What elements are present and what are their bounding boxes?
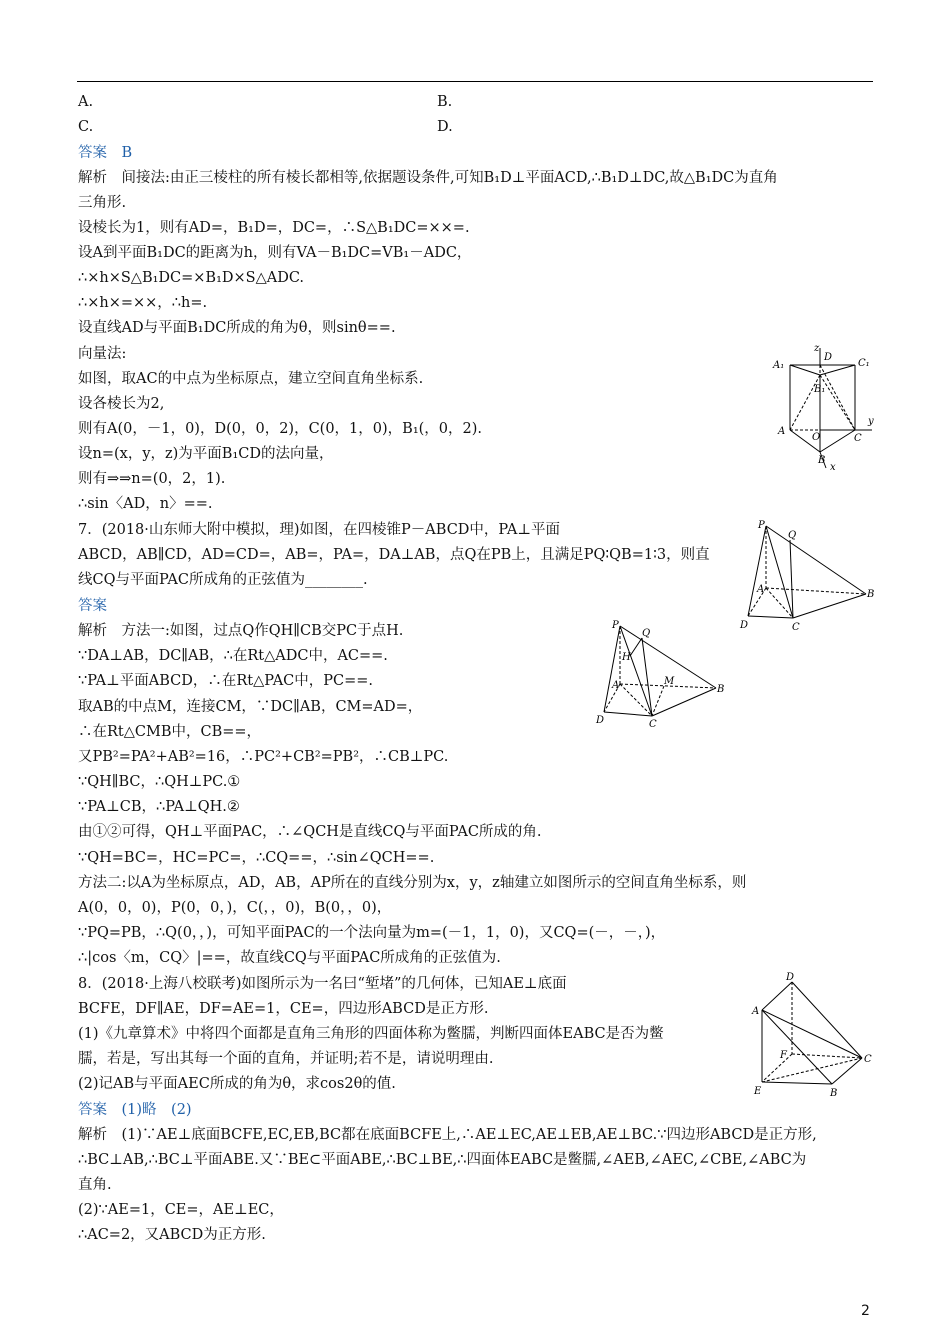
text-line: 由①②可得，QH⊥平面PAC，∴∠QCH是直线CQ与平面PAC所成的角. xyxy=(78,824,542,840)
label-B: B xyxy=(830,1088,838,1098)
question-7-line: 线CQ与平面PAC所成角的正弦值为________. xyxy=(78,572,368,588)
label-z: z xyxy=(814,343,820,354)
label-Q: Q xyxy=(788,530,797,541)
label-D: D xyxy=(740,620,749,631)
label-E: E xyxy=(754,1086,762,1097)
text-line: 设各棱长为2, xyxy=(78,396,165,412)
label-y: y xyxy=(868,416,874,427)
text-line: 设棱长为1，则有AD=，B₁D=，DC=，∴S△B₁DC=××=. xyxy=(78,220,470,236)
option-c: C. xyxy=(78,119,94,135)
text-line: 又PB²=PA²+AB²=16，∴PC²+CB²=PB²，∴CB⊥PC. xyxy=(78,749,449,765)
label-P: P xyxy=(612,620,619,631)
label-B1: B₁ xyxy=(814,384,826,395)
prism-figure xyxy=(768,340,880,475)
label-B: B xyxy=(818,455,826,466)
text-line: ∵DA⊥AB，DC∥AB，∴在Rt△ADC中，AC==. xyxy=(78,648,388,664)
question-8-line: BCFE，DF∥AE，DF=AE=1，CE=，四边形ABCD是正方形. xyxy=(78,1001,489,1017)
text-line: ∵QH∥BC，∴QH⊥PC.① xyxy=(78,774,241,790)
pyramid-figure-q7 xyxy=(738,518,878,634)
label-A1: A₁ xyxy=(773,360,785,371)
label-M: M xyxy=(664,676,675,687)
answer-line-q7: 答案 xyxy=(78,598,107,614)
answer-line-q6: 答案 B xyxy=(78,145,133,161)
label-D: D xyxy=(824,352,833,363)
header-rule xyxy=(77,81,873,82)
label-A: A xyxy=(752,1006,760,1017)
label-F: F xyxy=(780,1050,787,1061)
label-Q: Q xyxy=(642,628,651,639)
label-D: D xyxy=(596,715,605,726)
label-O: O xyxy=(812,432,821,443)
text-line: ∵QH=BC=，HC=PC=，∴CQ==，∴sin∠QCH==. xyxy=(78,850,435,866)
text-line: 设n=(x，y，z)为平面B₁CD的法向量， xyxy=(78,446,334,462)
text-line: A(0，0，0)，P(0，0，)，C(，，0)，B(0，，0)， xyxy=(78,900,392,916)
label-C: C xyxy=(649,719,657,730)
label-D: D xyxy=(786,972,795,983)
answer-line-q8: 答案 (1)略 (2) xyxy=(78,1102,192,1118)
analysis-line-q7: 解析 方法一:如图，过点Q作QH∥CB交PC于点H. xyxy=(78,623,404,639)
page-number: 2 xyxy=(861,1303,870,1319)
text-line: ∴在Rt△CMB中，CB==， xyxy=(78,724,262,740)
text-line: ∴sin〈AD，n〉==. xyxy=(78,496,213,512)
text-line: 设直线AD与平面B₁DC所成的角为θ，则sinθ==. xyxy=(78,320,396,336)
question-8-line: 8．(2018·上海八校联考)如图所示为一名曰“堑堵”的几何体，已知AE⊥底面 xyxy=(78,976,567,992)
text-line: 如图，取AC的中点为坐标原点，建立空间直角坐标系. xyxy=(78,371,424,387)
text-line: ∵PA⊥平面ABCD，∴在Rt△PAC中，PC==. xyxy=(78,673,374,689)
option-d: D. xyxy=(437,119,453,135)
text-line: 取AB的中点M，连接CM，∵DC∥AB，CM=AD=， xyxy=(78,699,423,715)
label-C: C xyxy=(854,433,862,444)
question-8-line: 臑，若是，写出其每一个面的直角，并证明;若不是，请说明理由. xyxy=(78,1051,494,1067)
question-8-line: (1)《九章算术》中将四个面都是直角三角形的四面体称为鳖臑，判断四面体EABC是否为鳖 xyxy=(78,1026,664,1042)
text-line: ∵PA⊥CB，∴PA⊥QH.② xyxy=(78,799,240,815)
text-line: (2)∵AE=1，CE=，AE⊥EC， xyxy=(78,1202,284,1218)
label-A: A xyxy=(778,426,786,437)
question-8-line: (2)记AB与平面AEC所成的角为θ，求cos2θ的值. xyxy=(78,1076,396,1092)
text-line: 则有⇒⇒n=(0，2，1). xyxy=(78,471,226,487)
text-line: ∴|cos〈m，CQ〉|==，故直线CQ与平面PAC所成角的正弦值为. xyxy=(78,950,501,966)
text-line: 设A到平面B₁DC的距离为h，则有VA－B₁DC=VB₁－ADC， xyxy=(78,245,472,261)
text-line: ∴×h×S△B₁DC=×B₁D×S△ADC. xyxy=(78,270,305,286)
label-A: A xyxy=(757,584,765,595)
question-7-line: 7．(2018·山东师大附中模拟，理)如图，在四棱锥P－ABCD中，PA⊥平面 xyxy=(78,522,560,538)
text-line: ∵PQ=PB，∴Q(0，，)，可知平面PAC的一个法向量为m=(－1，1，0)，又CQ=(－，－，)， xyxy=(78,925,666,941)
qiandu-figure xyxy=(750,970,878,1098)
text-line: ∴BC⊥AB,∴BC⊥平面ABE.又∵BE⊂平面ABE,∴BC⊥BE,∴四面体EABC是鳖臑,∠AEB,∠AEC,∠CBE,∠ABC为 xyxy=(78,1152,807,1168)
analysis-line-q6: 解析 间接法:由正三棱柱的所有棱长都相等,依据题设条件,可知B₁D⊥平面ACD,∴B₁D⊥DC,故△B₁DC为直角 xyxy=(78,170,778,186)
text-line: 方法二:以A为坐标原点，AD，AB，AP所在的直线分别为x，y，z轴建立如图所示的空间直角坐标系，则 xyxy=(78,875,747,891)
label-B: B xyxy=(717,684,725,695)
text-line: 三角形. xyxy=(78,195,127,211)
text-line: 直角. xyxy=(78,1177,112,1193)
label-x: x xyxy=(830,462,836,473)
label-P: P xyxy=(758,520,765,531)
option-a: A. xyxy=(78,94,94,110)
analysis-line-q8: 解析 (1)∵AE⊥底面BCFE,EC,EB,BC都在底面BCFE上,∴AE⊥EC,AE⊥EB,AE⊥BC.∵四边形ABCD是正方形, xyxy=(78,1127,817,1143)
pyramid-figure-q7-solution xyxy=(592,620,732,730)
label-C: C xyxy=(864,1054,872,1065)
label-C: C xyxy=(792,622,800,633)
label-H: H xyxy=(622,652,631,663)
text-line: ∴×h×=××，∴h=. xyxy=(78,295,208,311)
text-line: 向量法: xyxy=(78,346,127,362)
label-A: A xyxy=(612,680,620,691)
text-line: ∴AC=2，又ABCD为正方形. xyxy=(78,1227,266,1243)
question-7-line: ABCD，AB∥CD，AD=CD=，AB=，PA=，DA⊥AB，点Q在PB上，且满足PQ∶QB=1∶3，则直 xyxy=(78,547,710,563)
label-B: B xyxy=(867,589,875,600)
text-line: 则有A(0，－1，0)，D(0，0，2)，C(0，1，0)，B₁(，0，2). xyxy=(78,421,483,437)
option-b: B. xyxy=(437,94,453,110)
label-C1: C₁ xyxy=(858,358,870,369)
